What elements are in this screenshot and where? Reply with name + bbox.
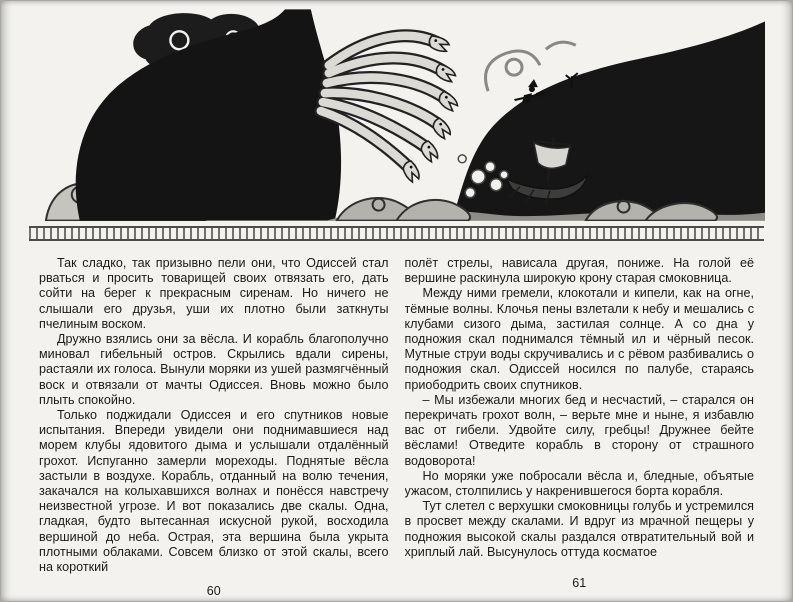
paragraph: Так сладко, так призывно пели они, что Одиссей стал рваться и просить товарищей своих отвязать его, дать сойти на берег к прекрасным сиренам. Но ничего не слышали его друзья, уши их плотно были заткнуты пчелиным воском.: [39, 256, 389, 331]
page-left: [39, 256, 389, 596]
paragraph: – Мы избежали многих бед и несчастий, – старался он перекричать грохот волн, – верьте мне и ныне, я избавлю вас от гибели. Удвойте силу, гребцы! Дружнее бейте вёслами! Отведите корабль в сторону от страшного водоворота!: [404, 392, 754, 468]
page-number-left: 60: [206, 584, 221, 596]
left-cliff: [76, 9, 341, 220]
illustration-area: [28, 9, 765, 221]
right-cliff: [452, 21, 765, 220]
paragraph: Но моряки уже побросали вёсла и, бледные, объятые ужасом, столпились у накренившегося борта корабля.: [404, 468, 754, 499]
paragraph: Между ними гремели, клокотали и кипели, как на огне, тёмные волны. Клочья пены взлетали к небу и мешались с клубами сизого дыма, застилая солнце. А со дна у подножия скал поднимался тёмный ил и чёрный песок. Мутные струи воды скручивались и с рёвом разбивались о подножия скал. Одиссей носился по палубе, стараясь приободрить своих спутников.: [404, 286, 754, 392]
text-columns: [1, 241, 792, 596]
paragraph: Тут слетел с верхушки смоковницы голубь и устремился в просвет между скалами. И вдруг из мрачной пещеры у подножия высокой скалы раздался отвратительный вой и хриплый лай. Высунулось оттуда косматое: [404, 499, 754, 559]
scylla-and-charybdis-illustration: [28, 9, 765, 221]
paragraph: полёт стрелы, нависала другая, пониже. На голой её вершине раскинула широкую крону старая смоковница.: [404, 256, 754, 286]
paragraph: Дружно взялись они за вёсла. И корабль благополучно миновал гибельный остров. Скрылись вдали сирены, растаяли их голоса. Вынули моряки из ушей размягчённый воск и отвязали от мачты Одиссея. Вновь можно было плыть спокойно.: [39, 332, 389, 407]
decorative-border: [29, 226, 764, 241]
page-right: [405, 256, 755, 596]
page-number-right: 61: [572, 576, 587, 590]
paragraph: Только поджидали Одиссея и его спутников новые испытания. Впереди увидели они поднимавшиеся над морем клубы ядовитого дыма и услышали отдалённый грохот. Испуганно замерли мореходы. Поднятые вёсла застыли в воздухе. Корабль, отданный на волю течения, закачался на колыхавшихся волнах и понёсся навстречу неизвестной угрозе. И вот показались две скалы. Одна, гладкая, будто вытесанная искусной рукой, восходила вершиной до неба. Острая, эта вершина была укрыта плотными облаками. Совсем близко от этой скалы, всего на короткий: [39, 408, 389, 575]
